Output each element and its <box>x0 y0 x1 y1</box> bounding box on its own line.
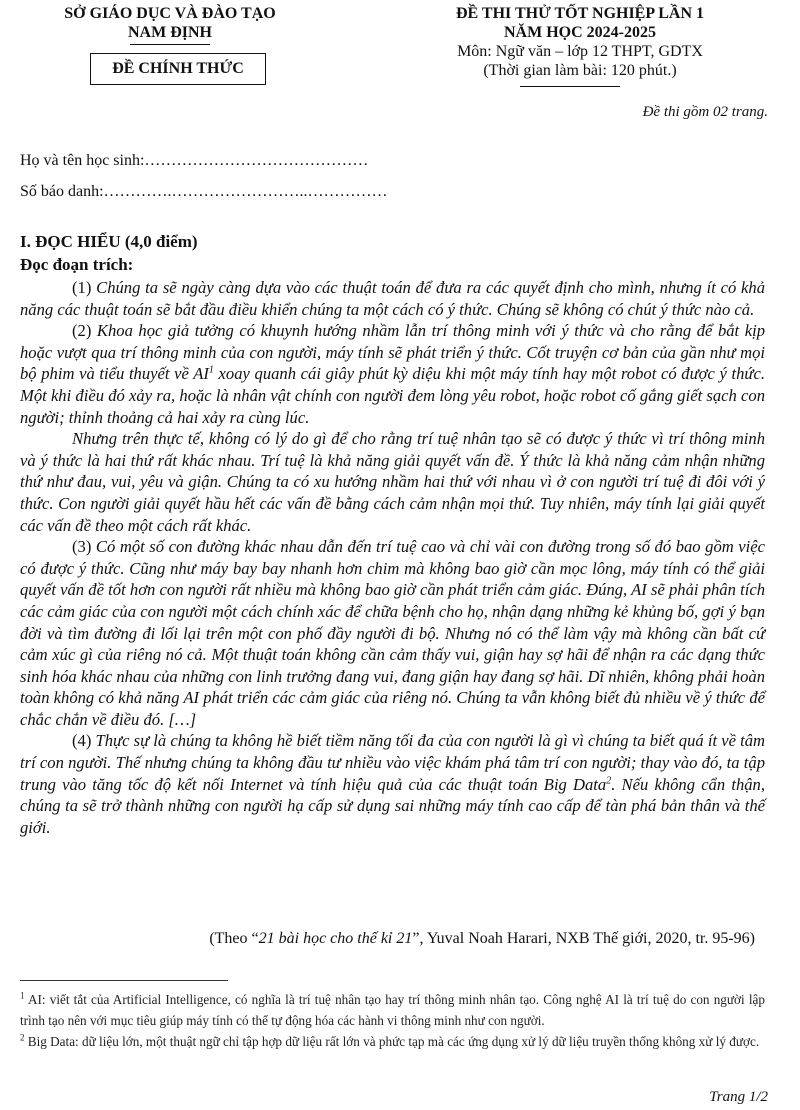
duration-line: (Thời gian làm bài: 120 phút.) <box>483 62 677 79</box>
paragraph-text: xoay quanh cái giây phút kỳ diệu khi một máy tính hay một robot có được ý thức. Một khi điều đó xảy ra, hoặc là nhân vật chính con người đem lòng yêu robot, hoặc robot cố gắng giết sạch con người; thỉnh thoảng cả hai xảy ra cùng lúc. <box>20 364 765 427</box>
pages-note: Đề thi gồm 02 trang. <box>642 104 768 120</box>
footnote-text: AI: viết tắt của Artificial Intelligence, có nghĩa là trí tuệ nhân tạo hay trí thông minh nhân tạo. Công nghệ AI là trí tuệ do con người lập trình tạo nên với mục tiêu giúp máy tính có thể tự động hóa các hành vi thông minh như con người. <box>20 992 765 1028</box>
paragraph-text: Nhưng trên thực tế, không có lý do gì để cho rằng trí tuệ nhân tạo sẽ có được ý thức vì trí thông minh và ý thức là hai thứ rất khác nhau. Trí tuệ là khả năng giải quyết vấn đề. Ý thức là khả năng cảm nhận những thứ như đau, vui, yêu và giận. Chúng ta có xu hướng nhầm hai thứ với nhau vì ở con người trí tuệ đi đôi với ý thức. Con người giải quyết hầu hết các vấn đề bằng cách cảm nhận mọi thứ. Tuy nhiên, máy tính lại giải quyết các vấn đề theo một cách rất khác. <box>20 429 765 535</box>
read-label: Đọc đoạn trích: <box>20 255 134 274</box>
citation-suffix: ”, Yuval Noah Harari, NXB Thế giới, 2020, tr. 95-96) <box>412 930 755 947</box>
section-title: I. ĐỌC HIỂU (4,0 điểm) <box>20 232 198 251</box>
paragraph-number: (1) <box>72 278 92 297</box>
paragraph-text: Khoa học giả tưởng có khuynh hướng nhầm lẫn trí thông minh với ý thức và cho rằng để bắt kịp hoặc vượt qua trí thông minh của con người, máy tính sẽ phát triển ý thức. Cốt truyện cơ bản của gần như mọi bộ phim và tiểu thuyết về AI <box>20 321 765 384</box>
header-left <box>40 4 300 45</box>
passage-paragraph-4 <box>20 730 765 838</box>
paragraph-number: (4) <box>72 731 92 751</box>
header-divider <box>130 44 210 45</box>
citation-prefix: (Theo “ <box>209 930 259 947</box>
province-name: NAM ĐỊNH <box>128 24 212 41</box>
student-name-field: Họ và tên học sinh:…………………………………… <box>20 152 369 169</box>
passage-paragraph-2 <box>20 320 765 428</box>
footnote-divider <box>20 980 228 981</box>
paragraph-text: . Nếu không cẩn thận, chúng ta sẽ trở thành những con người hạ cấp sử dụng sai những máy tính cao cấp để tàn phá bản thân và thế giới. <box>20 774 765 837</box>
source-citation <box>20 930 755 948</box>
reading-passage <box>20 277 765 838</box>
exam-title: ĐỀ THI THỬ TỐT NGHIỆP LẦN 1 <box>455 5 705 22</box>
footnote-text: Big Data: dữ liệu lớn, một thuật ngữ chỉ tập hợp dữ liệu rất lớn và phức tạp mà các ứng dụng xử lý dữ liệu truyền thống không xử lý được. <box>24 1034 760 1049</box>
passage-paragraph-1 <box>20 277 765 320</box>
passage-paragraph-3 <box>20 536 765 730</box>
paragraph-number: (3) <box>72 537 92 557</box>
paragraph-text: Có một số con đường khác nhau dẫn đến trí tuệ cao và chỉ vài con đường trong số đó bao gồm việc có được ý thức. Cũng như máy bay bay nhanh hơn chim mà không bao giờ cần mọc lông, máy tính có thể giải quyết vấn đề tốt hơn con người rất nhiều mà không bao giờ cần phát triển cảm giác. Đúng, AI sẽ phải phân tích các cảm giác của con người một cách chính xác để chữa bệnh cho họ, nhận dạng những kẻ khủng bố, gợi ý bạn đời và tìm đường đi lối lại trên một con phố đầy người đi bộ. Nhưng nó có thể làm vậy mà không cần bất cứ cảm xúc gì của riêng nó cả. Một thuật toán không cần cảm thấy vui, giận hay sợ hãi để nhận ra các dạng thức sinh hóa khác nhau của những con linh trưởng đang vui, đang giận hay đang sợ hãi. Dĩ nhiên, không phải hoàn toàn không có khả năng AI phát triển các cảm giác của riêng nó. Chúng ta vẫn không biết đủ nhiều về ý thức để chắc chắn về điều đó. […] <box>20 537 765 729</box>
school-year: NĂM HỌC 2024-2025 <box>504 24 656 41</box>
book-title: 21 bài học cho thế kỉ 21 <box>258 930 413 947</box>
page-number: Trang 1/2 <box>709 1089 768 1105</box>
duration-underline <box>520 86 620 87</box>
footnote-ref-1: 1 <box>208 364 214 376</box>
paragraph-text: Chúng ta sẽ ngày càng dựa vào các thuật toán để đưa ra các quyết định cho mình, nhưng ít có khả năng các thuật toán sẽ bắt đầu điều khiển chúng ta một cách có ý thức. Chúng sẽ không có chút ý thức nào cả. <box>20 278 765 319</box>
footnote-ref-2: 2 <box>606 775 612 787</box>
header-right <box>380 4 780 80</box>
footnote-number: 2 <box>20 1032 25 1043</box>
candidate-number-field: Số báo danh:………….……………………..…………… <box>20 183 388 200</box>
footnote-1 <box>20 989 765 1031</box>
department-name: SỞ GIÁO DỤC VÀ ĐÀO TẠO <box>64 5 276 22</box>
footnote-number: 1 <box>20 990 25 1001</box>
footnote-2 <box>20 1031 765 1052</box>
paragraph-text: Thực sự là chúng ta không hề biết tiềm năng tối đa của con người là gì vì chúng ta biết quá ít về tâm trí con người. Thế nhưng chúng ta không đầu tư nhiều vào việc khám phá tâm trí con người; thay vào đó, ta tập trung vào tăng tốc độ kết nối Internet và tính hiệu quả của các thuật toán Big Data <box>20 731 765 794</box>
footnotes <box>20 989 765 1052</box>
subject-line: Môn: Ngữ văn – lớp 12 THPT, GDTX <box>457 43 703 60</box>
paragraph-number: (2) <box>72 321 92 341</box>
passage-paragraph-2b <box>20 428 765 536</box>
official-exam-box: ĐỀ CHÍNH THỨC <box>90 53 266 85</box>
